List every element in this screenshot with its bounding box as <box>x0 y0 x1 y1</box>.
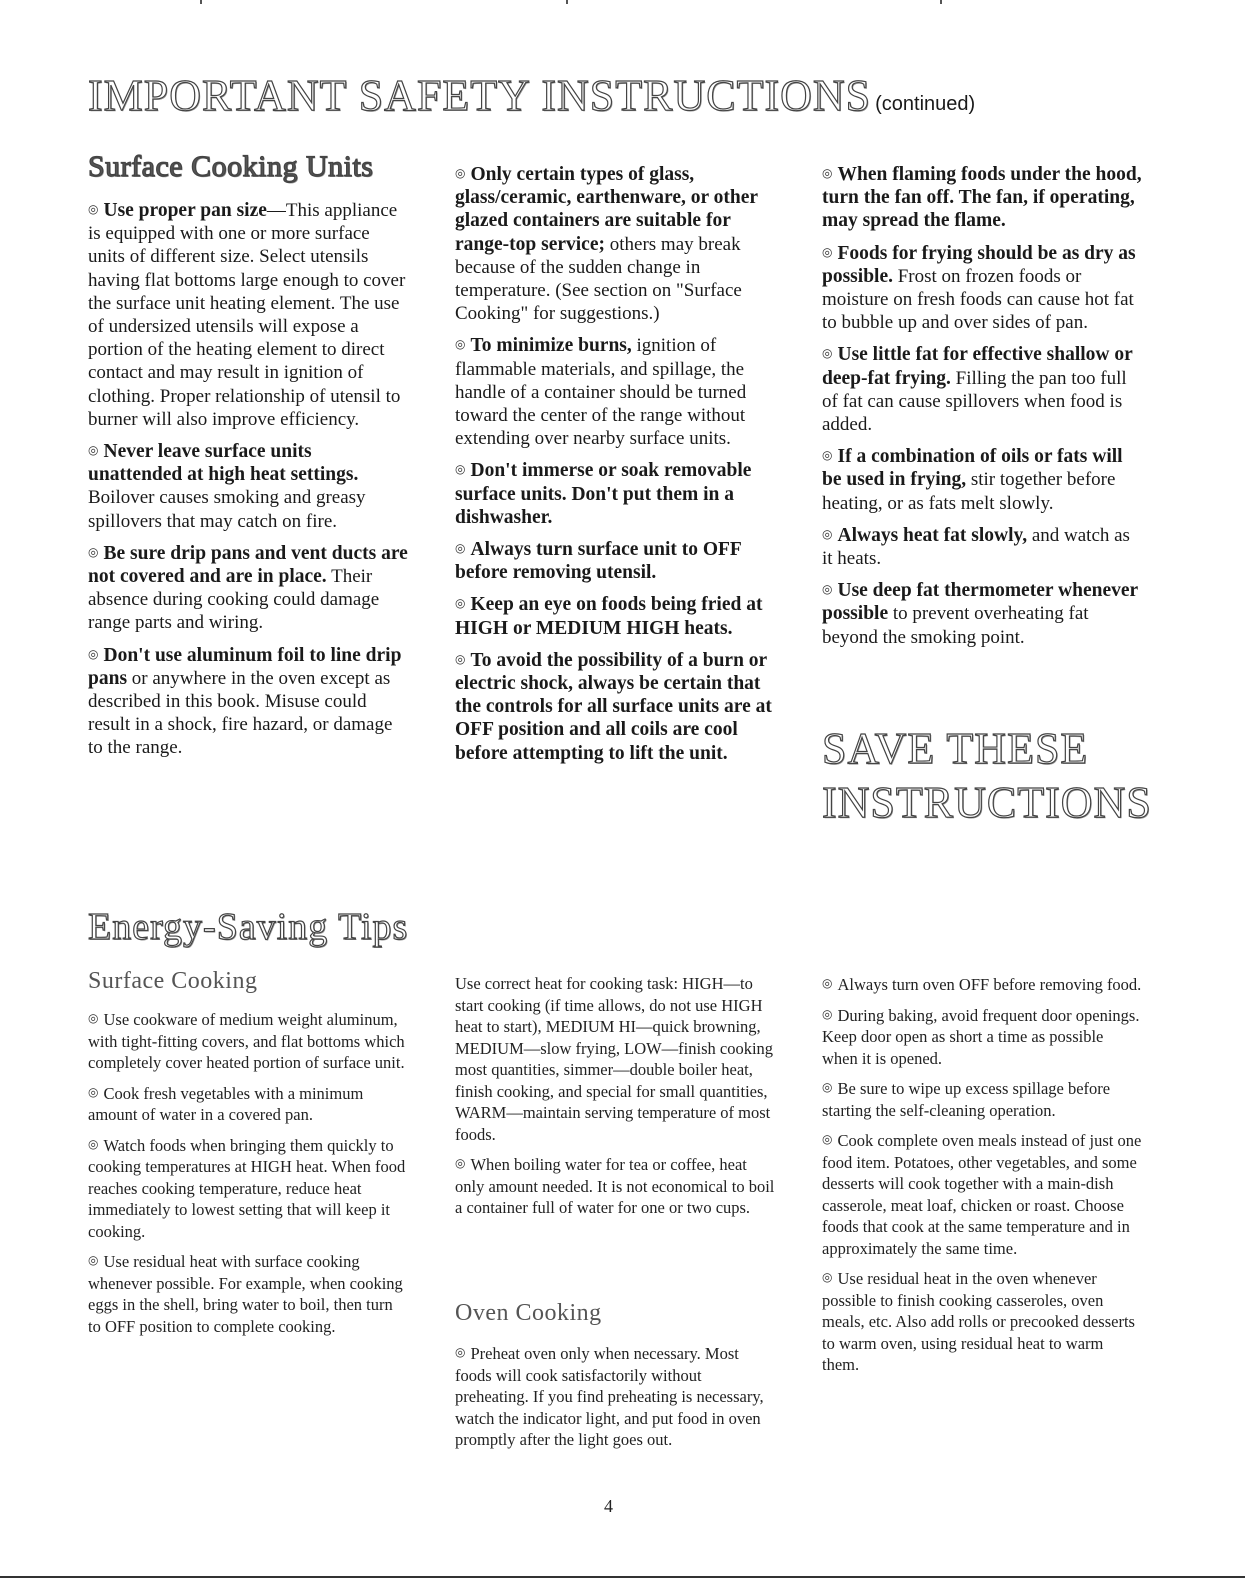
surface-units-col-2 <box>455 162 775 773</box>
instruction-text: Filling the pan too full of fat can cause spillovers when food is added. <box>822 367 1127 436</box>
energy-col-2-oven <box>455 1342 775 1459</box>
instruction-bold: Keep an eye on foods being fried at HIGH or MEDIUM HIGH heats. <box>455 594 763 639</box>
instruction-text: Their absence during cooking could damage range parts and wiring. <box>88 566 380 634</box>
instruction-item <box>822 241 1142 335</box>
instruction-item <box>822 523 1142 570</box>
bullet-icon: ◎ <box>822 448 833 463</box>
energy-col-3 <box>822 973 1142 1384</box>
tip-text: Watch foods when bringing them quickly to cooking temperatures at HIGH heat. When food reaches cooking temperature, reduce heat immediately to lowest setting that will keep it cooking. <box>88 1135 406 1241</box>
instruction-text: ignition of flammable materials, and spillage, the handle of a container should be turned toward the center of the range without extending over nearby surface units. <box>455 335 747 450</box>
energy-title: Energy-Saving Tips <box>88 906 409 948</box>
bullet-icon: ◎ <box>822 1006 833 1021</box>
instruction-bold: Use little fat for effective shallow or deep-fat frying. <box>822 344 1133 389</box>
tip-item <box>88 1250 408 1337</box>
bottom-rule <box>0 1576 1245 1578</box>
instruction-item <box>88 198 408 431</box>
bullet-icon: ◎ <box>822 1132 833 1146</box>
page-number: 4 <box>604 1496 613 1516</box>
instruction-bold: Only certain types of glass, glass/ceramic, earthenware, or other glazed containers are suitable for range-top service; <box>455 164 758 255</box>
tip-item <box>822 1077 1142 1121</box>
tip-text: Be sure to wipe up excess spillage before starting the self-cleaning operation. <box>822 1079 1111 1120</box>
tip-item <box>88 1008 408 1074</box>
surface-units-heading: Surface Cooking Units <box>88 150 374 183</box>
tip-item <box>822 1129 1142 1259</box>
tip-text: During baking, avoid frequent door openings. Keep door open as short a time as possible when it is opened. <box>822 1005 1140 1068</box>
instruction-item <box>88 643 408 760</box>
instruction-bold: Use proper pan size <box>103 200 267 221</box>
instruction-bold: Always heat fat slowly, <box>837 524 1028 546</box>
tip-item <box>822 1267 1142 1376</box>
tip-item <box>88 1134 408 1243</box>
bullet-icon: ◎ <box>88 1136 99 1151</box>
instruction-item <box>455 592 775 639</box>
instruction-text: to prevent overheating fat beyond the smoking point. <box>822 603 1089 648</box>
instruction-item <box>455 648 775 765</box>
save-line-1: SAVE THESE <box>822 724 1089 773</box>
bullet-icon: ◎ <box>455 1156 466 1170</box>
instruction-text: or anywhere in the oven except as described in this book. Misuse could result in a shock, fire hazard, or damage to the range. <box>88 667 393 759</box>
instruction-item <box>822 578 1142 649</box>
instruction-bold: Never leave surface units unattended at high heat settings. <box>88 441 359 486</box>
instruction-bold: Don't use aluminum foil to line drip pans <box>88 644 402 689</box>
surface-cooking-heading: Surface Cooking <box>88 968 258 994</box>
instruction-bold: Be sure drip pans and vent ducts are not covered and are in place. <box>88 542 408 588</box>
instruction-item <box>822 342 1142 436</box>
title-text: IMPORTANT SAFETY INSTRUCTIONS <box>88 71 872 120</box>
tip-text: Use correct heat for cooking task: HIGH—to start cooking (if time allows, do not use HIGH heat to start), MEDIUM HI—quick browning, MEDIUM—slow frying, LOW—finish cooking most quantities, simmer—double boiler heat, finish cooking, and special for small quantities, WARM—maintain serving temperature of most foods. <box>455 974 774 1144</box>
title-continued: (continued) <box>875 93 976 115</box>
instruction-text: others may break because of the sudden change in temperature. (See section on "Surface Cooking" for suggestions.) <box>455 233 742 325</box>
bullet-icon: ◎ <box>455 651 466 666</box>
instruction-text: Boilover causes smoking and greasy spillovers that may catch on fire. <box>88 487 366 532</box>
bullet-icon: ◎ <box>822 526 833 541</box>
tip-text: Use residual heat in the oven whenever possible to finish cooking casseroles, oven meals, etc. Also add rolls or precooked desserts to warm oven, using residual heat to warm them. <box>822 1269 1135 1374</box>
surface-units-col-1 <box>88 198 408 768</box>
instruction-item <box>88 541 408 635</box>
bullet-icon: ◎ <box>822 976 833 990</box>
instruction-item <box>88 439 408 533</box>
instruction-bold: To minimize burns, <box>470 335 632 357</box>
tip-item <box>455 1153 775 1219</box>
bullet-icon: ◎ <box>88 1011 99 1025</box>
instruction-bold: When flaming foods under the hood, turn the fan off. The fan, if operating, may spread the flame. <box>822 164 1142 232</box>
bullet-icon: ◎ <box>88 443 99 458</box>
instruction-bold: Foods for frying should be as dry as possible. <box>822 242 1136 287</box>
bullet-icon: ◎ <box>822 166 833 180</box>
instruction-text: stir together before heating, or as fats melt slowly. <box>822 469 1116 514</box>
instruction-item <box>455 458 775 529</box>
tip-item <box>455 1342 775 1451</box>
tip-text: Use cookware of medium weight aluminum, with tight-fitting covers, and flat bottoms which completely cover heated portion of surface unit. <box>88 1010 405 1072</box>
page-title <box>88 70 975 121</box>
instruction-bold: Use deep fat thermometer whenever possible <box>822 580 1138 625</box>
instruction-item <box>455 333 775 450</box>
energy-col-1 <box>88 1008 408 1345</box>
instruction-bold: To avoid the possibility of a burn or electric shock, always be certain that the controls for all surface units are at OFF position and all coils are cool before attempting to lift the unit. <box>455 649 772 764</box>
bullet-icon: ◎ <box>88 202 99 216</box>
instruction-text: Frost on frozen foods or moisture on fresh foods can cause hot fat to bubble up and over sides of pan. <box>822 265 1134 334</box>
tip-text: Cook fresh vegetables with a minimum amount of water in a covered pan. <box>88 1083 364 1124</box>
bullet-icon: ◎ <box>88 544 99 559</box>
bullet-icon: ◎ <box>455 1345 466 1359</box>
bullet-icon: ◎ <box>822 1080 833 1094</box>
instruction-item <box>455 162 775 325</box>
bullet-icon: ◎ <box>822 244 833 259</box>
bullet-icon: ◎ <box>455 462 466 477</box>
instruction-bold: Always turn surface unit to OFF before removing utensil. <box>455 539 742 584</box>
bullet-icon: ◎ <box>455 337 466 352</box>
bullet-icon: ◎ <box>88 1084 99 1099</box>
instruction-item <box>822 162 1142 233</box>
bullet-icon: ◎ <box>455 596 466 611</box>
tip-text: Always turn oven OFF before removing food. <box>837 975 1142 994</box>
tip-text: When boiling water for tea or coffee, heat only amount needed. It is not economical to boil a container full of water for one or two cups. <box>455 1155 775 1217</box>
instruction-bold: If a combination of oils or fats will be used in frying, <box>822 446 1123 491</box>
energy-col-2 <box>455 973 775 1227</box>
save-instructions <box>822 722 1152 830</box>
bullet-icon: ◎ <box>88 1253 99 1267</box>
tip-text: Use residual heat with surface cooking whenever possible. For example, when cooking eggs in the shell, bring water to boil, then turn to OFF position to complete cooking. <box>88 1252 403 1336</box>
bullet-icon: ◎ <box>822 582 833 597</box>
surface-units-col-3 <box>822 162 1142 657</box>
instruction-item <box>455 537 775 584</box>
tip-item <box>822 973 1142 996</box>
instruction-item <box>822 444 1142 515</box>
bullet-icon: ◎ <box>455 166 466 180</box>
tip-text: Cook complete oven meals instead of just one food item. Potatoes, other vegetables, and some desserts will cook together with a main-dish casserole, meat loaf, chicken or roast. Choose foods that cook at the same temperature and in approximately the same time. <box>822 1131 1142 1258</box>
bullet-icon: ◎ <box>822 1270 833 1284</box>
oven-cooking-heading: Oven Cooking <box>455 1300 602 1326</box>
save-line-2: INSTRUCTIONS <box>822 778 1152 827</box>
tip-item <box>88 1082 408 1126</box>
instruction-bold: Don't immerse or soak removable surface units. Don't put them in a dishwasher. <box>455 460 752 528</box>
tip-text: Preheat oven only when necessary. Most foods will cook satisfactorily without preheating. If you find preheating is necessary, watch the indicator light, and put food in oven promptly after the light goes out. <box>455 1344 764 1449</box>
instruction-text: —This appliance is equipped with one or more surface units of different size. Select utensils having flat bottoms large enough to cover the surface unit heating element. The use of undersized utensils will expose a portion of the heating element to direct contact and may result in ignition of clothing. Proper relationship of utensil to burner will also improve efficiency. <box>88 200 406 430</box>
bullet-icon: ◎ <box>455 541 466 556</box>
tip-item <box>455 973 775 1145</box>
bullet-icon: ◎ <box>822 346 833 361</box>
bullet-icon: ◎ <box>88 646 99 661</box>
instruction-text: and watch as it heats. <box>822 524 1130 570</box>
scan-top-marks <box>0 0 1245 4</box>
tip-item <box>822 1004 1142 1070</box>
